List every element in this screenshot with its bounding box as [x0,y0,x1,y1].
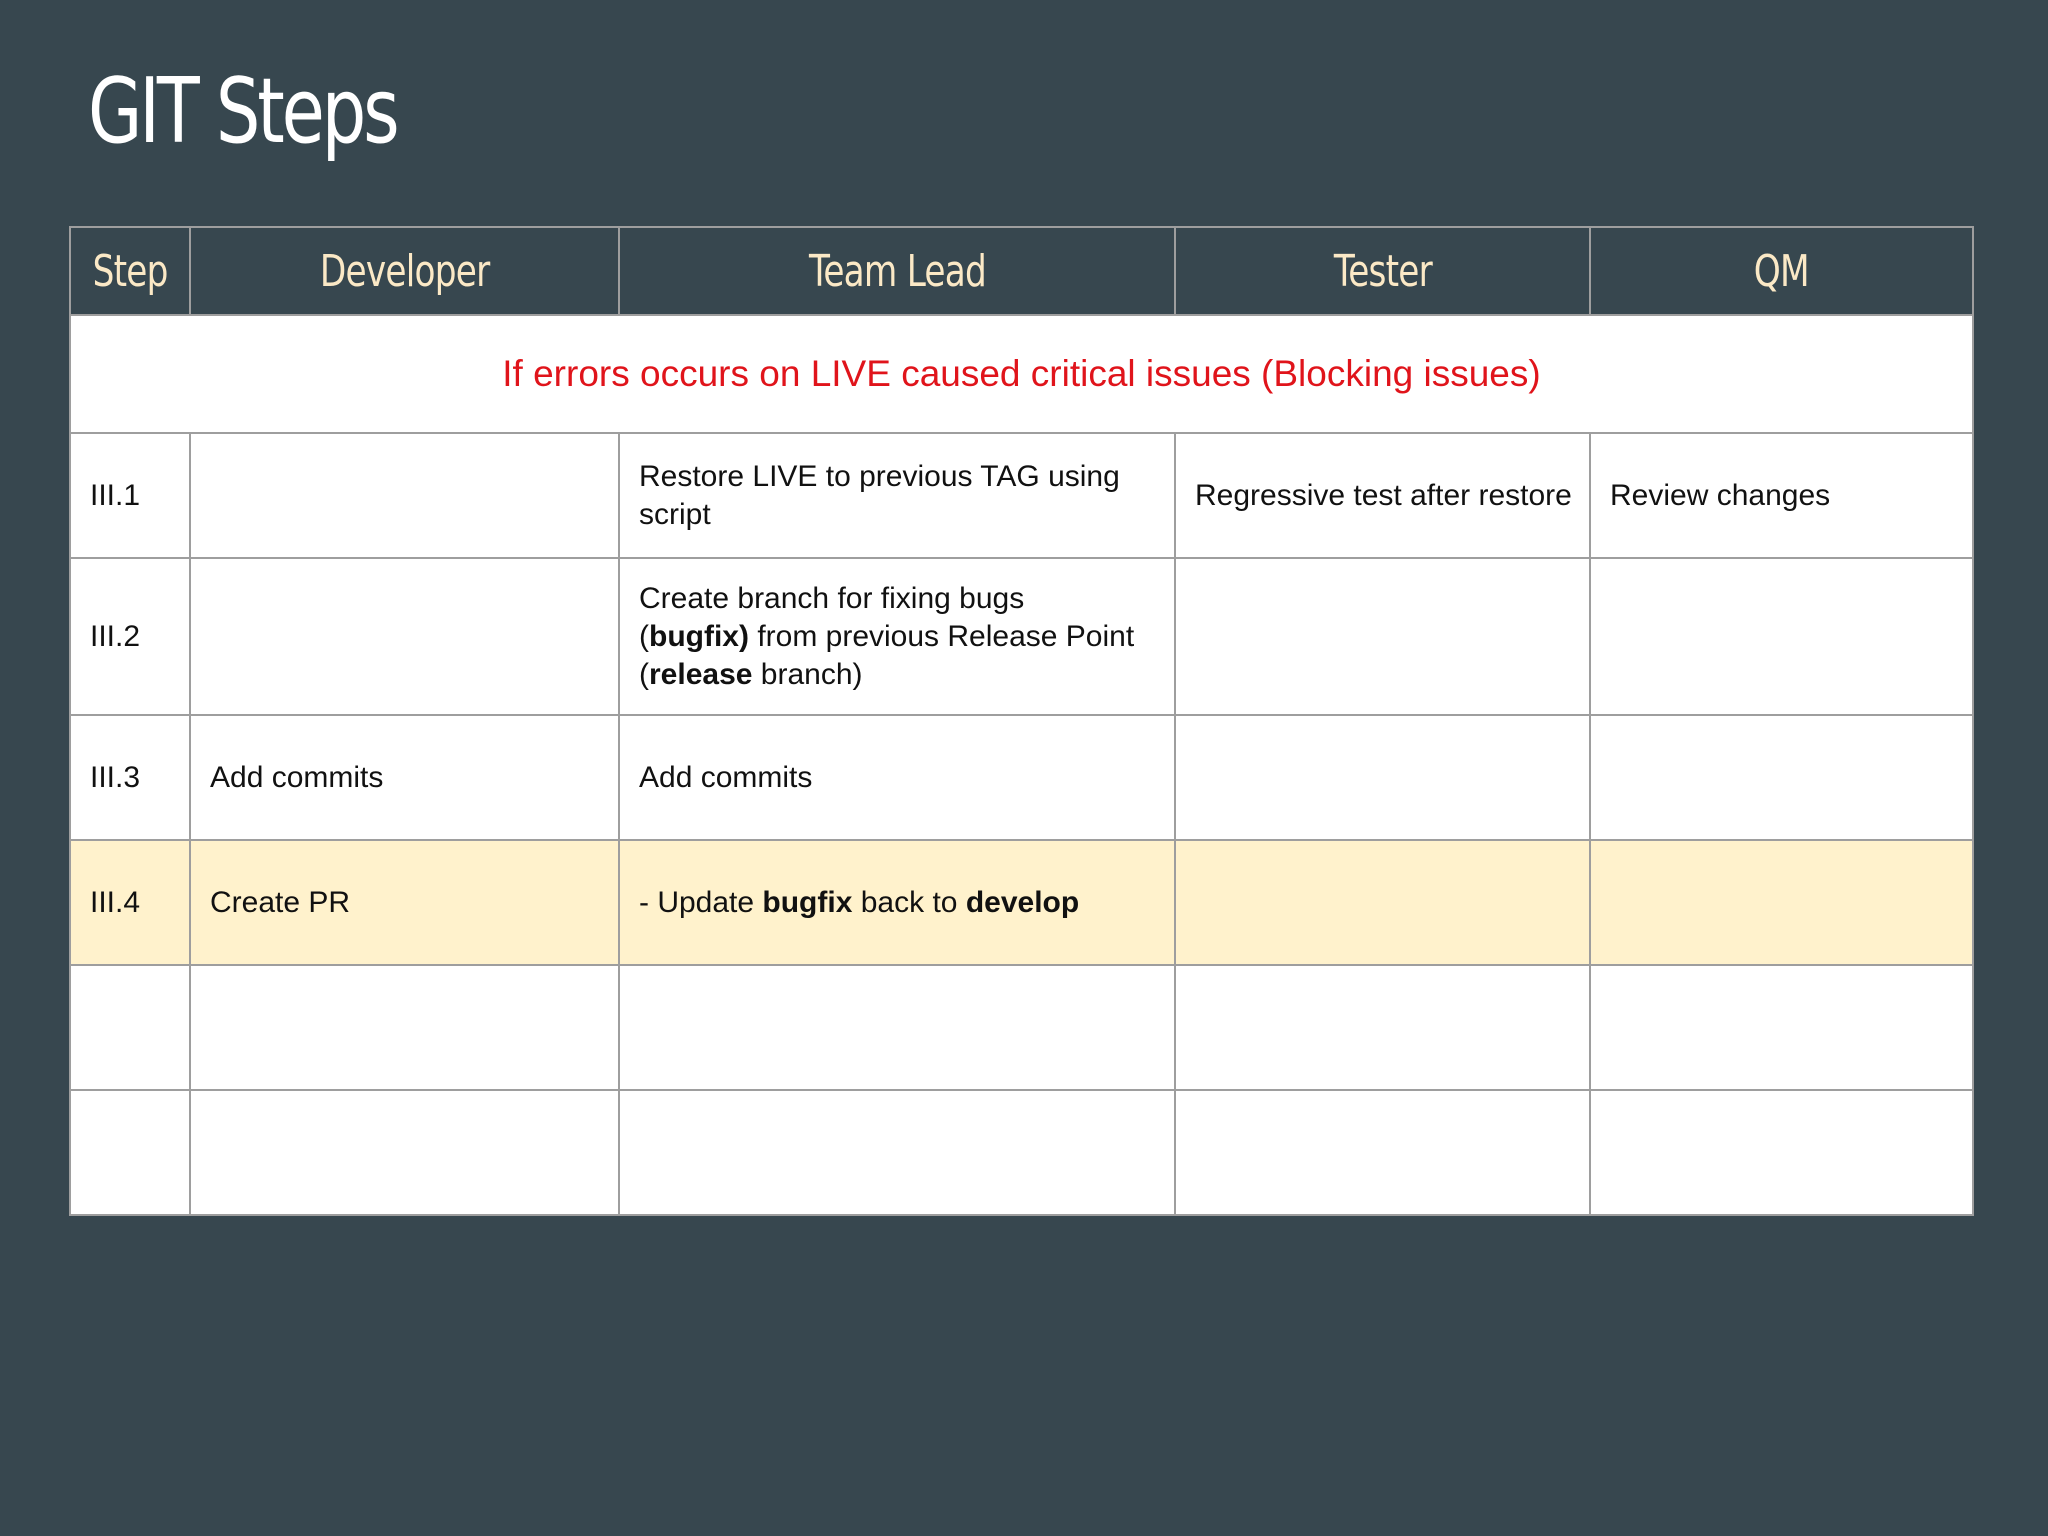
team-lead-text: branch) [752,657,863,691]
tester-cell [1175,840,1590,965]
branch-name-bold: bugfix) [649,619,749,653]
table-row [70,1090,1973,1215]
developer-cell [190,433,619,558]
tester-cell: Regressive test after restore [1175,433,1590,558]
slide-title: GIT Steps [88,59,397,164]
team-lead-cell: Restore LIVE to previous TAG using script [619,433,1175,558]
qm-cell: Review changes [1590,433,1973,558]
step-cell: III.3 [70,715,190,840]
team-lead-text: ( [639,657,649,691]
table-row [70,715,1973,840]
table-row [70,433,1973,558]
table-row [70,558,1973,715]
header-team-lead [619,227,1175,315]
team-lead-cell [619,1090,1175,1215]
team-lead-text: Create branch for fixing bugs [639,581,1025,615]
developer-cell [190,558,619,715]
step-cell [70,1090,190,1215]
step-cell: III.1 [70,433,190,558]
header-tester-label: Tester [1333,245,1432,297]
table-row [70,965,1973,1090]
team-lead-text: from previous Release Point [748,619,1135,653]
qm-cell [1590,715,1973,840]
branch-name-bold: bugfix [762,885,853,919]
team-lead-text: - Update [639,885,763,919]
step-cell [70,965,190,1090]
step-cell: III.4 [70,840,190,965]
team-lead-text: back to [852,885,966,919]
branch-name-bold: release [649,657,753,691]
header-tester [1175,227,1590,315]
header-step-label: Step [92,245,168,297]
developer-cell [190,1090,619,1215]
developer-cell: Add commits [190,715,619,840]
team-lead-text: ( [639,619,649,653]
banner-row [70,315,1973,433]
developer-cell [190,965,619,1090]
tester-cell [1175,1090,1590,1215]
git-steps-table [69,226,1974,1216]
developer-cell: Create PR [190,840,619,965]
team-lead-cell [619,965,1175,1090]
qm-cell [1590,840,1973,965]
team-lead-cell [619,840,1175,965]
step-cell: III.2 [70,558,190,715]
branch-name-bold: develop [965,885,1080,919]
qm-cell [1590,558,1973,715]
tester-cell [1175,965,1590,1090]
team-lead-cell [619,558,1175,715]
table-header-row [70,227,1973,315]
table-row-highlighted [70,840,1973,965]
header-step [70,227,190,315]
team-lead-cell: Add commits [619,715,1175,840]
tester-cell [1175,558,1590,715]
header-qm-label: QM [1753,245,1810,297]
banner-text: If errors occurs on LIVE caused critical issues (Blocking issues) [70,315,1973,433]
tester-cell [1175,715,1590,840]
header-qm [1590,227,1973,315]
qm-cell [1590,965,1973,1090]
qm-cell [1590,1090,1973,1215]
header-developer-label: Developer [319,245,490,297]
header-team-lead-label: Team Lead [808,245,986,297]
header-developer [190,227,619,315]
